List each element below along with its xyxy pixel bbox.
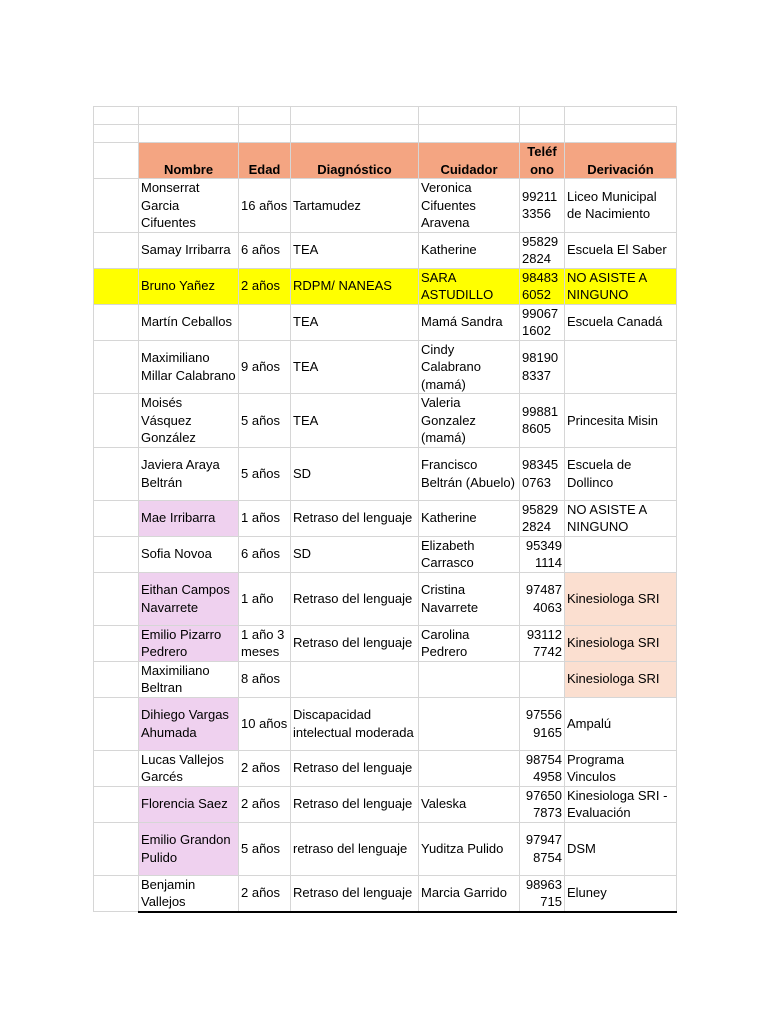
cell-diagnostico: TEA xyxy=(291,394,419,448)
cell-telefono: 99881 8605 xyxy=(520,394,565,448)
cell-cuidador: Marcia Garrido xyxy=(419,875,520,912)
table-row xyxy=(94,268,677,304)
cell-edad: 16 años xyxy=(239,179,291,233)
cell-edad: 10 años xyxy=(239,697,291,750)
blank-row xyxy=(94,125,677,143)
cell-cuidador: Valeska xyxy=(419,786,520,822)
cell-diagnostico: Retraso del lenguaje xyxy=(291,875,419,912)
patient-table xyxy=(93,106,677,913)
cell-cuidador: Cindy Calabrano (mamá) xyxy=(419,340,520,394)
table-row xyxy=(94,750,677,786)
cell-telefono: 98963 715 xyxy=(520,875,565,912)
cell-cuidador: Francisco Beltrán (Abuelo) xyxy=(419,447,520,500)
cell-diagnostico: Retraso del lenguaje xyxy=(291,750,419,786)
cell-telefono: 97487 4063 xyxy=(520,572,565,625)
cell-derivacion: Kinesiologa SRI xyxy=(565,625,677,661)
cell-nombre: Samay Irribarra xyxy=(139,232,239,268)
cell-derivacion: Kinesiologa SRI xyxy=(565,572,677,625)
cell-diagnostico: Retraso del lenguaje xyxy=(291,786,419,822)
cell-derivacion: Ampalú xyxy=(565,697,677,750)
cell-telefono: 97556 9165 xyxy=(520,697,565,750)
cell-diagnostico: TEA xyxy=(291,232,419,268)
cell-edad: 6 años xyxy=(239,232,291,268)
header-diagnostico: Diagnóstico xyxy=(291,143,419,179)
cell-telefono: 99067 1602 xyxy=(520,304,565,340)
cell-edad: 1 años xyxy=(239,500,291,536)
cell-cuidador xyxy=(419,697,520,750)
cell-edad: 1 año xyxy=(239,572,291,625)
cell-diagnostico: Retraso del lenguaje xyxy=(291,500,419,536)
cell-cuidador: Yuditza Pulido xyxy=(419,822,520,875)
header-cuidador: Cuidador xyxy=(419,143,520,179)
cell-edad xyxy=(239,304,291,340)
cell-telefono: 97947 8754 xyxy=(520,822,565,875)
cell-edad: 1 año 3 meses xyxy=(239,625,291,661)
cell-diagnostico xyxy=(291,661,419,697)
cell-edad: 6 años xyxy=(239,536,291,572)
header-telefono: Teléf ono xyxy=(520,143,565,179)
cell-nombre: Javiera Araya Beltrán xyxy=(139,447,239,500)
cell-derivacion: Eluney xyxy=(565,875,677,912)
cell-nombre: Monserrat Garcia Cifuentes xyxy=(139,179,239,233)
cell-diagnostico: SD xyxy=(291,536,419,572)
cell-nombre: Emilio Grandon Pulido xyxy=(139,822,239,875)
cell-diagnostico: Tartamudez xyxy=(291,179,419,233)
cell-nombre: Benjamin Vallejos xyxy=(139,875,239,912)
cell-cuidador: Mamá Sandra xyxy=(419,304,520,340)
table-row xyxy=(94,786,677,822)
table-row xyxy=(94,179,677,233)
cell-nombre: Martín Ceballos xyxy=(139,304,239,340)
cell-edad: 9 años xyxy=(239,340,291,394)
cell-diagnostico: Retraso del lenguaje xyxy=(291,625,419,661)
cell-telefono: 98345 0763 xyxy=(520,447,565,500)
table-row xyxy=(94,536,677,572)
table-row xyxy=(94,661,677,697)
cell-cuidador: SARA ASTUDILLO xyxy=(419,268,520,304)
cell-telefono: 95349 1114 xyxy=(520,536,565,572)
cell-cuidador: Carolina Pedrero xyxy=(419,625,520,661)
cell-diagnostico: retraso del lenguaje xyxy=(291,822,419,875)
cell-diagnostico: RDPM/ NANEAS xyxy=(291,268,419,304)
cell-edad: 2 años xyxy=(239,786,291,822)
cell-nombre: Dihiego Vargas Ahumada xyxy=(139,697,239,750)
cell-cuidador: Elizabeth Carrasco xyxy=(419,536,520,572)
cell-nombre: Bruno Yañez xyxy=(139,268,239,304)
cell-derivacion: Programa Vinculos xyxy=(565,750,677,786)
table-row xyxy=(94,340,677,394)
cell-cuidador: Cristina Navarrete xyxy=(419,572,520,625)
header-nombre: Nombre xyxy=(139,143,239,179)
table-row xyxy=(94,572,677,625)
cell-derivacion: NO ASISTE A NINGUNO xyxy=(565,268,677,304)
cell-cuidador: Katherine xyxy=(419,232,520,268)
table-row xyxy=(94,875,677,912)
cell-telefono: 97650 7873 xyxy=(520,786,565,822)
cell-nombre: Emilio Pizarro Pedrero xyxy=(139,625,239,661)
cell-diagnostico: TEA xyxy=(291,340,419,394)
cell-derivacion: NO ASISTE A NINGUNO xyxy=(565,500,677,536)
cell-cuidador: Veronica Cifuentes Aravena xyxy=(419,179,520,233)
cell-edad: 5 años xyxy=(239,394,291,448)
cell-edad: 2 años xyxy=(239,875,291,912)
cell-cuidador xyxy=(419,661,520,697)
cell-derivacion: Escuela El Saber xyxy=(565,232,677,268)
cell-derivacion: Kinesiologa SRI - Evaluación xyxy=(565,786,677,822)
cell-telefono: 98190 8337 xyxy=(520,340,565,394)
cell-derivacion: Liceo Municipal de Nacimiento xyxy=(565,179,677,233)
header-row xyxy=(94,143,677,179)
cell-nombre: Florencia Saez xyxy=(139,786,239,822)
table-row xyxy=(94,232,677,268)
cell-nombre: Lucas Vallejos Garcés xyxy=(139,750,239,786)
cell-nombre: Maximiliano Millar Calabrano xyxy=(139,340,239,394)
cell-diagnostico: Retraso del lenguaje xyxy=(291,572,419,625)
cell-diagnostico: TEA xyxy=(291,304,419,340)
cell-derivacion: DSM xyxy=(565,822,677,875)
cell-cuidador xyxy=(419,750,520,786)
header-edad: Edad xyxy=(239,143,291,179)
cell-telefono: 98754 4958 xyxy=(520,750,565,786)
cell-nombre: Mae Irribarra xyxy=(139,500,239,536)
cell-telefono: 95829 2824 xyxy=(520,232,565,268)
cell-nombre: Eithan Campos Navarrete xyxy=(139,572,239,625)
cell-nombre: Maximiliano Beltran xyxy=(139,661,239,697)
cell-nombre: Moisés Vásquez González xyxy=(139,394,239,448)
table-row xyxy=(94,447,677,500)
cell-edad: 5 años xyxy=(239,822,291,875)
cell-telefono: 95829 2824 xyxy=(520,500,565,536)
cell-diagnostico: Discapacidad intelectual moderada xyxy=(291,697,419,750)
table-row xyxy=(94,500,677,536)
cell-derivacion: Escuela Canadá xyxy=(565,304,677,340)
cell-telefono: 93112 7742 xyxy=(520,625,565,661)
cell-telefono: 98483 6052 xyxy=(520,268,565,304)
cell-cuidador: Katherine xyxy=(419,500,520,536)
cell-derivacion: Escuela de Dollinco xyxy=(565,447,677,500)
cell-telefono: 99211 3356 xyxy=(520,179,565,233)
cell-derivacion xyxy=(565,340,677,394)
cell-diagnostico: SD xyxy=(291,447,419,500)
cell-nombre: Sofia Novoa xyxy=(139,536,239,572)
cell-telefono xyxy=(520,661,565,697)
cell-cuidador: Valeria Gonzalez (mamá) xyxy=(419,394,520,448)
table-row xyxy=(94,697,677,750)
cell-derivacion xyxy=(565,536,677,572)
cell-edad: 8 años xyxy=(239,661,291,697)
cell-edad: 2 años xyxy=(239,750,291,786)
cell-edad: 5 años xyxy=(239,447,291,500)
cell-derivacion: Princesita Misin xyxy=(565,394,677,448)
table-row xyxy=(94,304,677,340)
header-derivacion: Derivación xyxy=(565,143,677,179)
table-row xyxy=(94,822,677,875)
table-row xyxy=(94,394,677,448)
cell-derivacion: Kinesiologa SRI xyxy=(565,661,677,697)
blank-row xyxy=(94,107,677,125)
cell-edad: 2 años xyxy=(239,268,291,304)
table-row xyxy=(94,625,677,661)
